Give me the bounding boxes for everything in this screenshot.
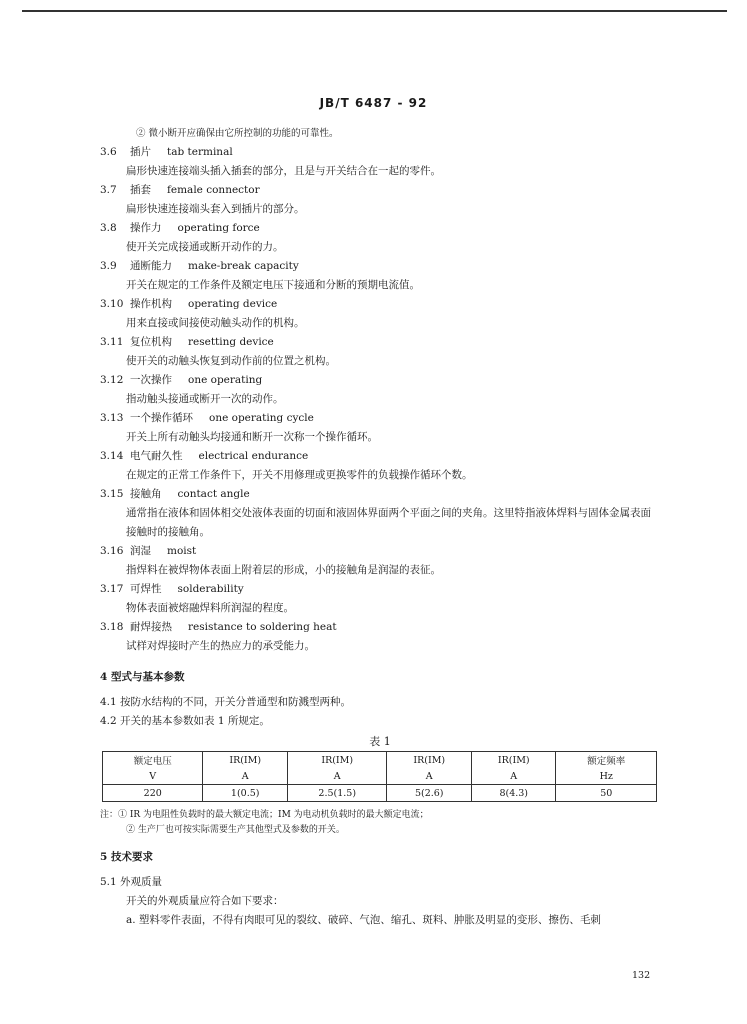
term-chinese: 插片 <box>130 146 151 158</box>
table-unit-cell: A <box>471 768 556 785</box>
table-data-cell: 50 <box>556 785 657 802</box>
term-chinese: 一次操作 <box>130 374 172 386</box>
term-definition: 物体表面被熔融焊料所润湿的程度。 <box>126 602 294 614</box>
term-chinese: 一个操作循环 <box>130 412 193 424</box>
term-definition: 使开关完成接通或断开动作的力。 <box>126 241 284 253</box>
term-number: 3.17 <box>100 583 124 595</box>
term-number: 3.7 <box>100 184 117 196</box>
term-english: contact angle <box>177 488 250 500</box>
table-unit-cell: Hz <box>556 768 657 785</box>
term-heading <box>100 618 660 637</box>
term-number: 3.9 <box>100 260 117 272</box>
clause-5-1-intro: 开关的外观质量应符合如下要求： <box>126 895 284 907</box>
term-english: solderability <box>177 583 244 595</box>
term-number: 3.15 <box>100 488 124 500</box>
term-definition: 试样对焊接时产生的热应力的承受能力。 <box>126 640 315 652</box>
table-header-cell: IR(IM) <box>203 752 288 769</box>
table-data-cell: 220 <box>103 785 203 802</box>
term-heading <box>100 409 660 428</box>
term-definition: 通常指在液体和固体相交处液体表面的切面和液固体界面两个平面之间的夹角。这里特指液体焊料与固体金属表面接触时的接触角。 <box>126 507 651 538</box>
term-english: make-break capacity <box>188 260 299 272</box>
table-unit-cell: A <box>387 768 472 785</box>
term-number: 3.16 <box>100 545 124 557</box>
term-english: operating force <box>177 222 260 234</box>
table-note-1: 注：① IR 为电阻性负载时的最大额定电流；IM 为电动机负载时的最大额定电流； <box>100 810 429 820</box>
page-number: 132 <box>632 970 651 981</box>
table-data-cell: 1(0.5) <box>203 785 288 802</box>
term-definition: 在规定的正常工作条件下，开关不用修理或更换零件的负载操作循环个数。 <box>126 469 473 481</box>
term-definition: 扁形快速连接端头套入到插片的部分。 <box>126 203 305 215</box>
clause-4-2: 4.2 开关的基本参数如表 1 所规定。 <box>100 715 270 727</box>
term-english: one operating cycle <box>209 412 314 424</box>
term-definitions <box>100 143 660 656</box>
term-chinese: 操作机构 <box>130 298 172 310</box>
term-definition: 开关上所有动触头均接通和断开一次称一个操作循环。 <box>126 431 378 443</box>
term-english: tab terminal <box>167 146 233 158</box>
term-heading <box>100 143 660 162</box>
term-heading <box>100 447 660 466</box>
term-number: 3.10 <box>100 298 124 310</box>
table-caption: 表 1 <box>369 735 391 748</box>
table-data-cell: 5(2.6) <box>387 785 472 802</box>
term-definition: 开关在规定的工作条件及额定电压下接通和分断的预期电流值。 <box>126 279 420 291</box>
term-chinese: 通断能力 <box>130 260 172 272</box>
term-heading <box>100 257 660 276</box>
term-definition: 指焊料在被焊物体表面上附着层的形成，小的接触角是润湿的表征。 <box>126 564 441 576</box>
clause-5-1: 5.1 外观质量 <box>100 876 163 888</box>
table-unit-cell: A <box>287 768 387 785</box>
table-unit-cell: V <box>103 768 203 785</box>
term-chinese: 操作力 <box>130 222 162 234</box>
term-chinese: 接触角 <box>130 488 162 500</box>
section-4-heading: 4 型式与基本参数 <box>100 671 185 683</box>
term-heading <box>100 371 660 390</box>
term-heading <box>100 295 660 314</box>
term-english: resetting device <box>188 336 274 348</box>
term-definition: 使开关的动触头恢复到动作前的位置之机构。 <box>126 355 336 367</box>
term-chinese: 润湿 <box>130 545 151 557</box>
term-heading <box>100 333 660 352</box>
table-header-cell: 额定电压 <box>103 752 203 769</box>
table-unit-cell: A <box>203 768 288 785</box>
term-chinese: 复位机构 <box>130 336 172 348</box>
term-definition: 用来直接或间接使动触头动作的机构。 <box>126 317 305 329</box>
clause-4-1: 4.1 按防水结构的不同，开关分普通型和防溅型两种。 <box>100 696 352 708</box>
table-header-cell: IR(IM) <box>287 752 387 769</box>
table-header-cell: 额定频率 <box>556 752 657 769</box>
page-content <box>100 124 660 930</box>
term-english: female connector <box>167 184 260 196</box>
term-heading <box>100 580 660 599</box>
term-chinese: 可焊性 <box>130 583 162 595</box>
section-5-heading: 5 技术要求 <box>100 851 153 863</box>
term-heading <box>100 485 660 504</box>
term-definition: 扁形快速连接端头插入插套的部分，且是与开关结合在一起的零件。 <box>126 165 441 177</box>
term-number: 3.8 <box>100 222 117 234</box>
table-header-cell: IR(IM) <box>387 752 472 769</box>
term-chinese: 插套 <box>130 184 151 196</box>
note-item: ② 微小断开应确保由它所控制的功能的可靠性。 <box>136 128 339 139</box>
table-data-cell: 8(4.3) <box>471 785 556 802</box>
term-english: resistance to soldering heat <box>188 621 337 633</box>
page-header: JB/T 6487 - 92 <box>319 96 428 110</box>
term-number: 3.18 <box>100 621 124 633</box>
term-heading <box>100 542 660 561</box>
table-data-cell: 2.5(1.5) <box>287 785 387 802</box>
term-heading <box>100 181 660 200</box>
term-english: electrical endurance <box>198 450 309 462</box>
term-english: one operating <box>188 374 263 386</box>
term-chinese: 耐焊接热 <box>130 621 172 633</box>
table-header-cell: IR(IM) <box>471 752 556 769</box>
term-number: 3.12 <box>100 374 124 386</box>
term-english: moist <box>167 545 197 557</box>
parameter-table <box>102 751 657 802</box>
clause-5-1-item-a: a. 塑料零件表面，不得有肉眼可见的裂纹、破碎、气泡、缩孔、斑料、肿胀及明显的变形、擦伤、毛刺 <box>126 914 601 926</box>
term-heading <box>100 219 660 238</box>
term-definition: 指动触头接通或断开一次的动作。 <box>126 393 284 405</box>
term-number: 3.11 <box>100 336 124 348</box>
term-chinese: 电气耐久性 <box>130 450 183 462</box>
term-number: 3.13 <box>100 412 124 424</box>
term-english: operating device <box>188 298 278 310</box>
top-rule <box>22 10 727 12</box>
table-note-2: ② 生产厂也可按实际需要生产其他型式及参数的开关。 <box>126 825 345 835</box>
term-number: 3.6 <box>100 146 117 158</box>
term-number: 3.14 <box>100 450 124 462</box>
